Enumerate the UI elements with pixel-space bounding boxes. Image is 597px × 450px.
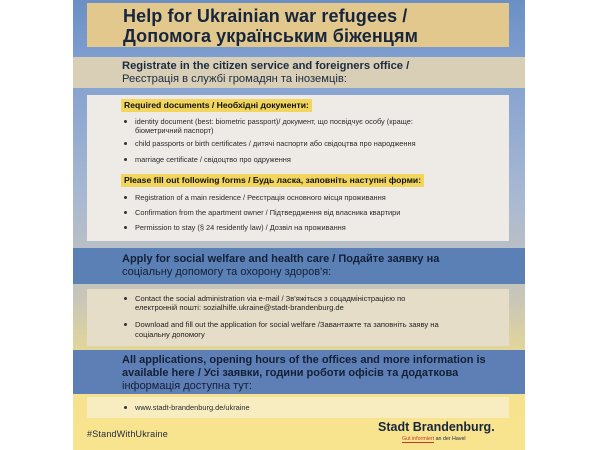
bullet-icon <box>124 226 127 229</box>
registration-heading-uk: Реєстрація в службі громадян та іноземців: <box>122 73 347 85</box>
registration-heading-en: Registrate in the citizen service and foreigners office / <box>122 60 410 72</box>
required-documents-list <box>121 117 501 164</box>
required-documents-title: Required documents / Необхідні документи: <box>121 99 312 112</box>
registration-band <box>73 57 525 88</box>
bullet-icon <box>124 158 127 161</box>
poster <box>73 0 525 450</box>
list-item: identity document (best: biometric passport)/ документ, що посвідчує особу (краще: біометричний паспорт) <box>121 117 501 135</box>
welfare-heading: Apply for social welfare and health care / Подайте заявку на соціальну допомогу та охорону здоров'я: <box>122 253 440 278</box>
bullet-icon <box>124 211 127 214</box>
welfare-list <box>121 294 501 339</box>
website-link[interactable]: www.stadt-brandenburg.de/ukraine <box>135 403 250 412</box>
bullet-icon <box>124 196 127 199</box>
hashtag: #StandWithUkraine <box>87 429 168 439</box>
info-band <box>73 350 525 394</box>
city-logo-wordmark: Stadt Brandenburg. <box>378 420 495 434</box>
info-heading: All applications, opening hours of the offices and more information is available here / Усі заявки, години роботи офісів та додаткова інформація доступна тут: <box>122 354 486 392</box>
list-item: child passports or birth certificates / дитячі паспорти або свідоцтва про народження <box>121 139 501 148</box>
title-english: Help for Ukrainian war refugees / <box>123 6 408 26</box>
list-item: Confirmation from the apartment owner / Підтвердження від власника квартири <box>121 208 501 217</box>
city-slogan: Gut informiert an der Havel <box>402 436 466 442</box>
bullet-icon <box>124 297 127 300</box>
link-panel <box>87 397 509 418</box>
list-item: Permission to stay (§ 24 residently law) / Дозвіл на проживання <box>121 223 501 232</box>
email-link[interactable]: електронній пошті: sozialhilfe.ukraine@stadt-brandenburg.de <box>135 303 344 313</box>
list-item: Download and fill out the application for social welfare /Завантажте та заповніть заяву на соціальну допомогу <box>121 320 501 338</box>
bullet-icon <box>124 120 127 123</box>
bullet-icon <box>124 323 127 326</box>
list-item: Registration of a main residence / Реєстрація основного місця проживання <box>121 193 501 202</box>
title-ukrainian: Допомога українським біженцям <box>123 26 418 46</box>
forms-list <box>121 193 501 233</box>
list-item: Contact the social administration via e-mail / Зв'яжіться з соцадміністрацією по електронній пошті: sozialhilfe.ukraine@stadt-brandenburg.de <box>121 294 501 312</box>
welfare-panel <box>87 289 509 346</box>
link-list <box>121 403 501 412</box>
registration-panel <box>87 95 509 241</box>
welfare-band <box>73 248 525 284</box>
list-item <box>121 403 501 412</box>
title-box <box>87 3 509 47</box>
registration-heading <box>122 60 409 86</box>
list-item: marriage certificate / свідоцтво про одружeння <box>121 155 501 164</box>
forms-title: Please fill out following forms / Будь ласка, заповніть наступні форми: <box>121 174 424 187</box>
bullet-icon <box>124 406 127 409</box>
bullet-icon <box>124 142 127 145</box>
